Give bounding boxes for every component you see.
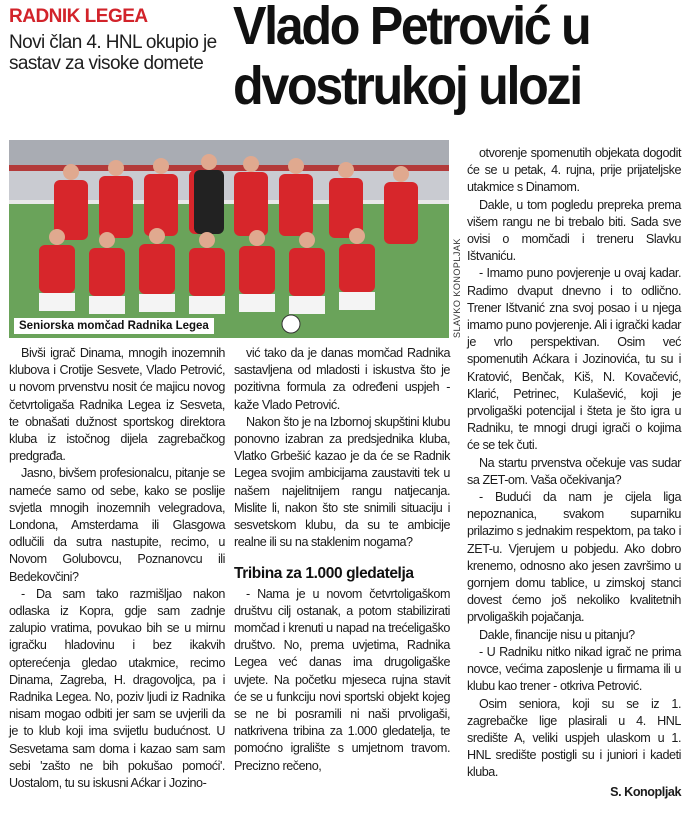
paragraph: - Nama je u novom četvrtoligaškom društvu cilj ostanak, a potom stabilizirati momčad i krenuti u napad na trećeligaško društvo. No, prema uvjetima, Radnika Legea već danas ima drugoligaške uvjete. Na početku mjeseca rujna stavit će se u funkciju novi sportski objekt kojeg se ne bi posramili ni naši prvoligaši, natkrivena tribina za 1.000 gledatelja, te pomoćno igralište s umjetnom travom. Precizno rečeno, <box>234 586 450 773</box>
paragraph: vić tako da je danas momčad Radnika sastavljena od mladosti i iskustva što je pozitivna formula za određeni uspjeh - kaže Vlado Petrović. <box>234 346 450 412</box>
paragraph: - Budući da nam je cijela liga nepoznanica, svakom suparniku prilazimo s jednakim respektom, pa tako i ZET-u. Vjerujem u pobjedu. Ako dobro krenemo, odnosno ako jesen završimo u gornjem domu tablice, u zimskoj stanci dovest ćemo još nekoliko kvalitetnih prvoligaških pojačanja. <box>467 490 681 625</box>
column-1 <box>9 345 225 792</box>
headline-line-1: Vlado Petrović u <box>233 0 590 56</box>
column-2 <box>234 345 450 775</box>
column-3 <box>467 145 681 801</box>
paragraph: Dakle, financije nisu u pitanju? <box>479 627 635 642</box>
paragraph: otvorenje spomenutih objekata dogodit će se u petak, 4. rujna, prije prijateljske utakmice s Dinamom. <box>467 146 681 195</box>
paragraph: Osim seniora, koji su se iz 1. zagrebačke lige plasirali u 4. HNL središte A, veliki uspjeh ulaskom u 1. HNL središte postigli su i juniori i kadeti kluba. <box>467 696 681 780</box>
paragraph: - Da sam tako razmišljao nakon odlaska iz Kopra, gdje sam zadnje zalupio vratima, povukao bih se u mirnu igračku hladovinu i bez ikakvih opterećenja gledao utakmice, recimo Dinama, Zagreba, H. dragovoljca, pa i Radnika Legea. No, poziv ljudi iz Radnika nisam mogao odbiti jer sam se uvjerili da je to klub koji ima svijetlu budućnost. U Sesvetama sam doma i kazao sam sam sebi 'zašto ne bih pokušao pomoći'. Uostalom, tu su iskusni Aćkar i Jozino- <box>9 586 225 791</box>
paragraph: Bivši igrač Dinama, mnogih inozemnih klubova i Crotije Sesvete, Vlado Petrović, u novom prvenstvu nosit će majicu novog četvrtoligaša Radnika Legea iz Sesveta, te obnašati dužnost sportskog direktora kluba iz istočnog dijela zagrebačkog predgrađa. <box>9 346 225 464</box>
paragraph: - Imamo puno povjerenje u ovaj kadar. Radimo dvaput dnevno i to odlično. Trener Ištvanić zna svoj posao i u njega imamo puno povjerenje. Ali i igrački kadar je vrlo perspektivan. Osim već spomenutih Aćkara i Jozinovića, tu su i Kratović, Benčak, Kiš, N. Kovačević, Klarić, Petrinec, Kulašević, koji je prvoligaški potencijal i šteta je što igra u Radniku, te mnogi drugi igrači o kojima će se tek čuti. <box>467 266 681 453</box>
subheading: Tribina za 1.000 gledatelja <box>234 565 414 583</box>
headline <box>233 0 656 116</box>
team-photo <box>9 140 449 338</box>
paragraph: Na startu prvenstva očekuje vas sudar sa ZET-om. Vaša očekivanja? <box>467 455 681 487</box>
paragraph: - U Radniku nitko nikad igrač ne prima novce, većima zaposlenje u firmama ili u klubu kao trener - otkriva Petrović. <box>467 644 681 694</box>
photo-caption: Seniorska momčad Radnika Legea <box>14 318 214 334</box>
headline-line-2: dvostrukoj ulozi <box>233 56 581 116</box>
author-signature: S. Konopljak <box>610 784 681 799</box>
photo-credit <box>452 148 466 338</box>
team-photo-illustration <box>9 140 449 338</box>
paragraph: Nakon što je na Izbornoj skupštini klubu ponovno izabran za predsjednika kluba, Vlatko Grbešić kazao je da će se Radnik Legea svojim ambicijama zaustaviti tek u našem najelitnijem rangu natjecanja. Mislite li, nakon što ste snimili situaciju i sesvetskom klubu, da su te ambicije realne ili su na staklenim nogama? <box>234 414 450 550</box>
standfirst: Novi član 4. HNL okupio je sastav za visoke domete <box>9 32 217 74</box>
paragraph: Jasno, bivšem profesionalcu, pitanje se nameće samo od sebe, kako se poslije svjetla mnogih inozemnih velegradova, Londona, Amsterdama ili Glasgowa odlučili da sutra nastupite, recimo, u Novom Golubovcu, Poznanovcu ili Bedekovčini? <box>9 466 225 584</box>
paragraph: Dakle, u tom pogledu prepreka prema višem rangu ne bi trebalo biti. Sada sve ovisi o momčadi i treneru Slavku Ištvaniću. <box>467 197 681 264</box>
photo-credit-text: SLAVKO KONOPLJAK <box>452 238 462 338</box>
section-kicker: RADNIK LEGEA <box>9 6 148 27</box>
